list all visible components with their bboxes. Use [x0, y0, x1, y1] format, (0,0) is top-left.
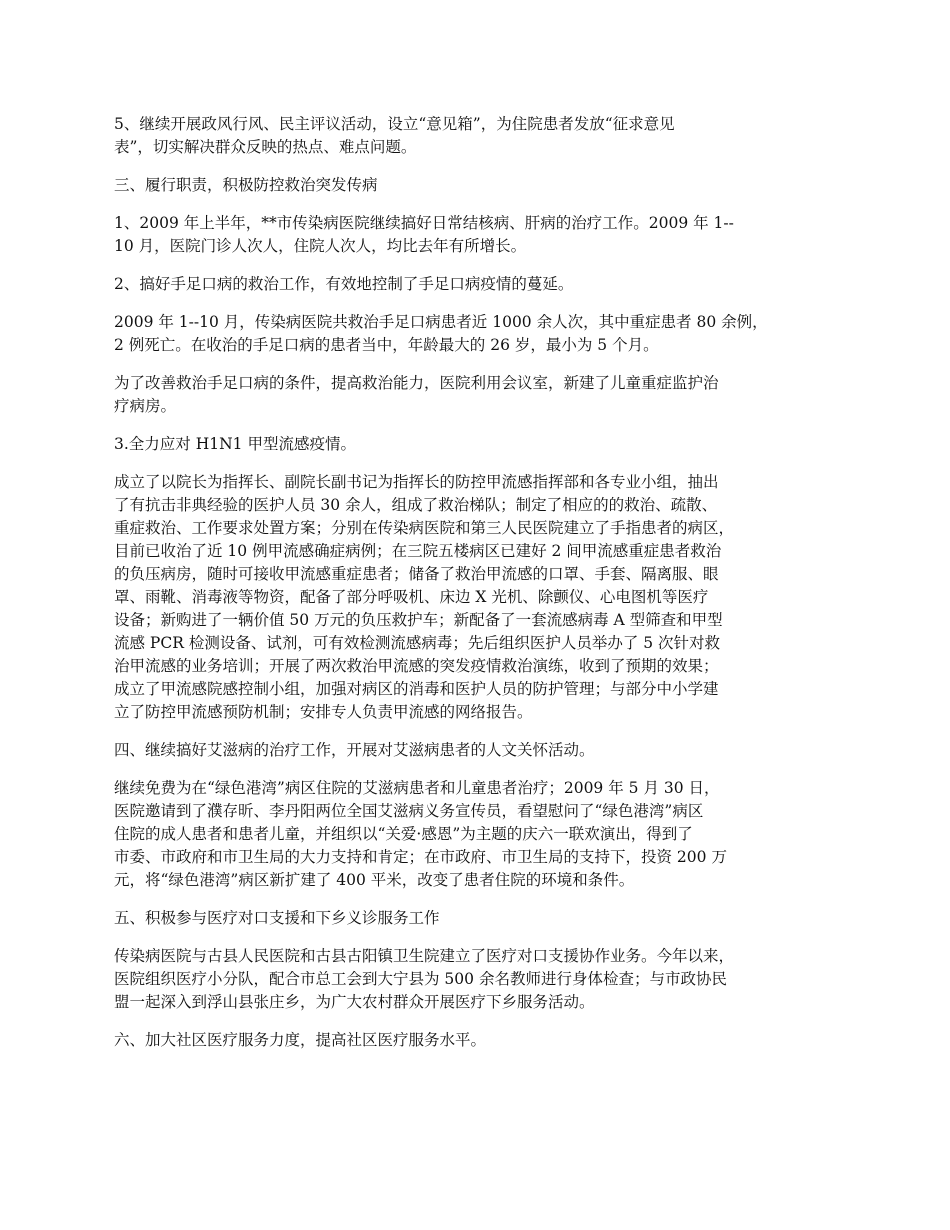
- heading-section-6: 六、加大社区医疗服务力度，提高社区医疗服务水平。: [114, 1031, 487, 1049]
- paragraph-hfmd-control: 2、搞好手足口病的救治工作，有效地控制了手足口病疫情的蔓延。: [114, 275, 574, 293]
- document-body: [114, 113, 852, 1067]
- paragraph-tb-hepatitis: 1、2009 年上半年，**市传染病医院继续搞好日常结核病、肝病的治疗工作。2009 年 1-- 10 月，医院门诊人次人，住院人次人，均比去年有所增长。: [114, 214, 734, 255]
- paragraph-h1n1-measures: 成立了以院长为指挥长、副院长副书记为指挥长的防控甲流感指挥部和各专业小组，抽出 了有抗击非典经验的医护人员 30 余人，组成了救治梯队；制定了相应的的救治、疏散、 重症救治、工作要求处置方案；分别在传染病医院和第三人民医院建立了手指患者的病区， 目前已收治了近 10 例甲流感确症病例；在三院五楼病区已建好 2 间甲流感重症患者救治 的负压病房，随时可接收甲流感重症患者；储备了救治甲流感的口罩、手套、隔离服、眼 罩、雨靴、消毒液等物资，配备了部分呼吸机、床边 X 光机、除颤仪、心电图机等医疗 设备；新购进了一辆价值 50 万元的负压救护车；新配备了一套流感病毒 A 型筛查和甲型 流感 PCR 检测设备、试剂，可有效检测流感病毒；先后组织医护人员举办了 5 次针对救 治甲流感的业务培训；开展了两次救治甲流感的突发疫情救治演练，收到了预期的效果； 成立了甲流感院感控制小组，加强对病区的消毒和医护人员的防护管理；与部分中小学建 立了防控甲流感预防机制；安排专人负责甲流感的网络报告。: [114, 473, 735, 721]
- paragraph-aids-care: 继续免费为在“绿色港湾”病区住院的艾滋病患者和儿童患者治疗；2009 年 5 月 30 日， 医院邀请到了濮存昕、李丹阳两位全国艾滋病义务宣传员，看望慰问了“绿色港湾”病区 住院的成人患者和患者儿童，并组织以“关爱·感恩”为主题的庆六一联欢演出，得到了 市委、市政府和市卫生局的大力支持和肯定；在市政府、市卫生局的支持下，投资 200 万 元，将“绿色港湾”病区新扩建了 400 平米，改变了患者住院的环境和条件。: [114, 779, 727, 889]
- heading-section-3: 三、履行职责，积极防控救治突发传病: [114, 176, 378, 194]
- paragraph-icu-ward: 为了改善救治手足口病的条件，提高救治能力，医院利用会议室，新建了儿童重症监护治 疗病房。: [114, 374, 719, 415]
- heading-h1n1: 3.全力应对 H1N1 甲型流感疫情。: [114, 435, 356, 453]
- paragraph-rural-support: 传染病医院与古县人民医院和古县古阳镇卫生院建立了医疗对口支援协作业务。今年以来， 医院组织医疗小分队，配合市总工会到大宁县为 500 余名教师进行身体检查；与市政协民 盟一起深入到浮山县张庄乡，为广大农村群众开展医疗下乡服务活动。: [114, 947, 735, 1011]
- paragraph-evaluation: 5、继续开展政风行风、民主评议活动，设立“意见箱”，为住院患者发放“征求意见 表”，切实解决群众反映的热点、难点问题。: [114, 115, 675, 156]
- paragraph-hfmd-stats: 2009 年 1--10 月，传染病医院共救治手足口病患者近 1000 余人次，其中重症患者 80 余例， 2 例死亡。在收治的手足口病的患者当中，年龄最大的 26 岁，最小为 5 个月。: [114, 313, 768, 354]
- heading-section-4: 四、继续搞好艾滋病的治疗工作，开展对艾滋病患者的人文关怀活动。: [114, 741, 595, 759]
- heading-section-5: 五、积极参与医疗对口支援和下乡义诊服务工作: [114, 909, 440, 927]
